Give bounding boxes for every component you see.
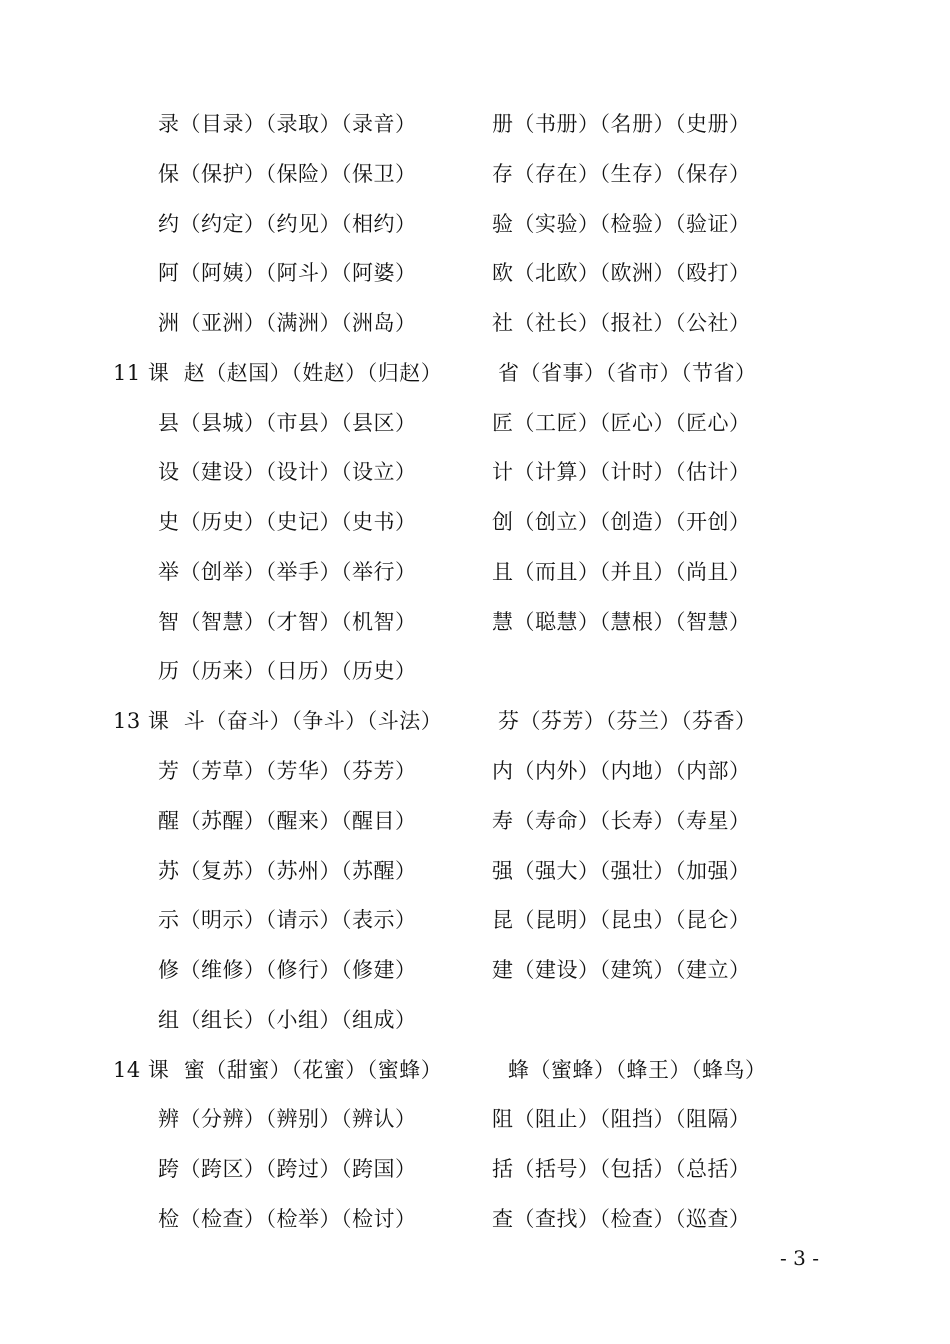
word-row-right: 括（括号）（包括）（总括） — [492, 1157, 751, 1181]
word-row-left: 历（历来）（日历）（历史） — [158, 659, 417, 683]
word-row-left: 洲（亚洲）（满洲）（洲岛） — [158, 311, 417, 335]
lesson-heading-row: 14 课 蜜（甜蜜）（花蜜）（蜜蜂） — [113, 1058, 443, 1082]
word-row-right: 存（存在）（生存）（保存） — [492, 162, 751, 186]
word-row-left: 史（历史）（史记）（史书） — [158, 510, 417, 534]
word-row-right: 社（社长）（报社）（公社） — [492, 311, 751, 335]
word-row-right: 慧（聪慧）（慧根）（智慧） — [492, 610, 751, 634]
word-row-left: 县（县城）（市县）（县区） — [158, 411, 417, 435]
word-row-right: 昆（昆明）（昆虫）（昆仑） — [492, 908, 751, 932]
word-row-left: 约（约定）（约见）（相约） — [158, 212, 417, 236]
word-row-right: 验（实验）（检验）（验证） — [492, 212, 751, 236]
word-row-right: 匠（工匠）（匠心）（匠心） — [492, 411, 751, 435]
word-row-right: 强（强大）（强壮）（加强） — [492, 859, 751, 883]
word-row-right: 欧（北欧）（欧洲）（殴打） — [492, 261, 751, 285]
word-row-right: 寿（寿命）（长寿）（寿星） — [492, 809, 751, 833]
word-row-right: 蜂（蜜蜂）（蜂王）（蜂鸟） — [508, 1058, 767, 1082]
word-row-left: 修（维修）（修行）（修建） — [158, 958, 417, 982]
word-row-left: 智（智慧）（才智）（机智） — [158, 610, 417, 634]
word-row-right: 芬（芬芳）（芬兰）（芬香） — [498, 709, 757, 733]
word-row-left: 阿（阿姨）（阿斗）（阿婆） — [158, 261, 417, 285]
word-row-left: 示（明示）（请示）（表示） — [158, 908, 417, 932]
word-row-right: 册（书册）（名册）（史册） — [492, 112, 751, 136]
word-row-right: 阻（阻止）（阻挡）（阻隔） — [492, 1107, 751, 1131]
word-row-left: 组（组长）（小组）（组成） — [158, 1008, 417, 1032]
word-row-left: 跨（跨区）（跨过）（跨国） — [158, 1157, 417, 1181]
word-row-left: 设（建设）（设计）（设立） — [158, 460, 417, 484]
word-row-right: 计（计算）（计时）（估计） — [492, 460, 751, 484]
word-row-left: 醒（苏醒）（醒来）（醒目） — [158, 809, 417, 833]
word-row-left: 举（创举）（举手）（举行） — [158, 560, 417, 584]
word-row-left: 保（保护）（保险）（保卫） — [158, 162, 417, 186]
word-row-right: 查（查找）（检查）（巡查） — [492, 1207, 751, 1231]
word-row-right: 创（创立）（创造）（开创） — [492, 510, 751, 534]
word-row-left: 辨（分辨）（辨别）（辨认） — [158, 1107, 417, 1131]
word-row-right: 建（建设）（建筑）（建立） — [492, 958, 751, 982]
word-row-right: 省（省事）（省市）（节省） — [498, 361, 757, 385]
page-number: - 3 - — [780, 1246, 819, 1270]
word-row-right: 且（而且）（并且）（尚且） — [492, 560, 751, 584]
word-row-left: 芳（芳草）（芳华）（芬芳） — [158, 759, 417, 783]
word-row-left: 录（目录）（录取）（录音） — [158, 112, 417, 136]
word-row-left: 检（检查）（检举）（检讨） — [158, 1207, 417, 1231]
lesson-heading-row: 13 课 斗（奋斗）（争斗）（斗法） — [113, 709, 443, 733]
lesson-heading-row: 11 课 赵（赵国）（姓赵）（归赵） — [113, 361, 443, 385]
word-row-left: 苏（复苏）（苏州）（苏醒） — [158, 859, 417, 883]
word-row-right: 内（内外）（内地）（内部） — [492, 759, 751, 783]
